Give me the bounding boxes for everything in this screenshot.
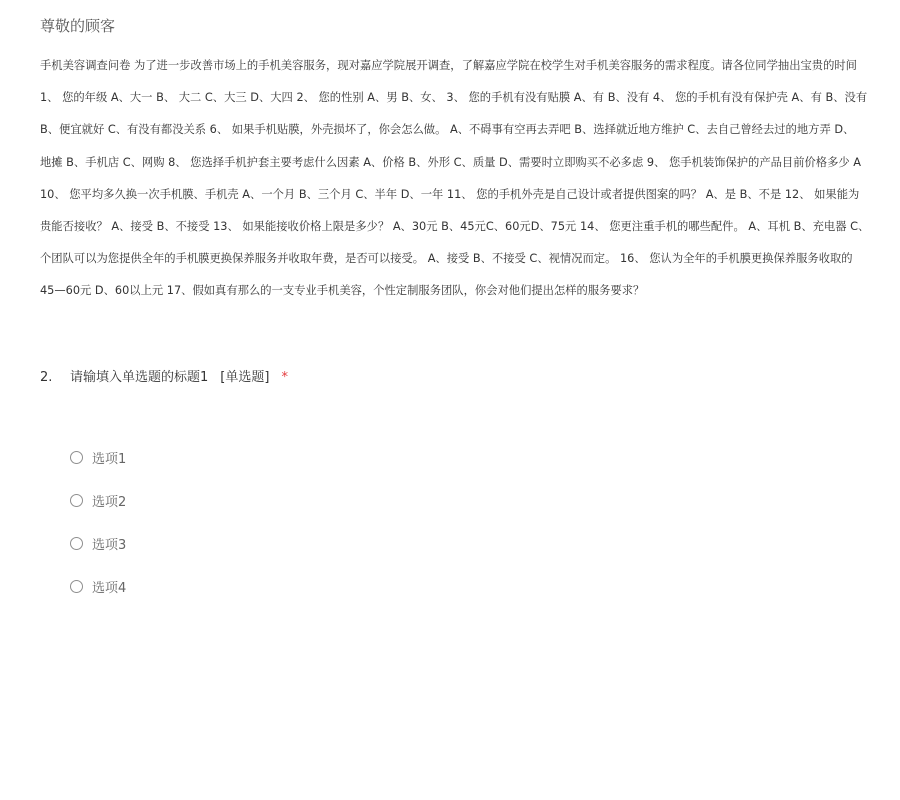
intro-line: 贵能否接收？ A、接受 B、不接受 13、 如果能接收价格上限是多少？ A、30元 B、45元C、60元D、75元 14、 您更注重手机的哪些配件。 A、耳机 B、充电器 C、 — [40, 219, 870, 233]
intro-line: 手机美容调查问卷 为了进一步改善市场上的手机美容服务，现对嘉应学院展开调查，了解嘉应学院在校学生对手机美容服务的需求程度。请各位同学抽出宝贵的时间 — [40, 59, 857, 72]
intro-line: 地摊 B、手机店 C、网购 8、 您选择手机护套主要考虑什么因素 A、价格 B、外形 C、质量 D、需要时立即购买不必多虑 9、 您手机装饰保护的产品目前价格多少 A — [40, 155, 862, 169]
intro-line: 10、 您平均多久换一次手机膜、手机壳 A、一个月 B、三个月 C、半年 D、一年 11、 您的手机外壳是自己设计或者提供图案的吗？ A、是 B、不是 12、 如果能为 — [40, 187, 860, 201]
survey-greeting: 尊敬的顾客 — [40, 17, 116, 35]
survey-intro — [40, 54, 900, 312]
radio-button[interactable] — [70, 494, 83, 507]
option-label: 选项1 — [92, 452, 127, 467]
option-label: 选项2 — [92, 495, 127, 510]
intro-line: 1、 您的年级 A、大一 B、 大二 C、大三 D、大四 2、 您的性别 A、男 B、女、 3、 您的手机有没有贴膜 A、有 B、没有 4、 您的手机有没有保护壳 A、有 B、没有 — [40, 91, 868, 105]
option-3[interactable] — [70, 522, 126, 565]
option-4[interactable] — [70, 565, 126, 608]
radio-button[interactable] — [70, 580, 83, 593]
question-header — [40, 366, 860, 385]
intro-line: 个团队可以为您提供全年的手机膜更换保养服务并收取年费，是否可以接受。 A、接受 B、不接受 C、视情况而定。 16、 您认为全年的手机膜更换保养服务收取的 — [40, 252, 853, 266]
option-label: 选项3 — [92, 538, 127, 553]
radio-button[interactable] — [70, 537, 83, 550]
question-title: 请输填入单选题的标题1 — [70, 370, 209, 385]
question-number: 2. — [40, 370, 53, 385]
question-type-label: [单选题] — [220, 370, 270, 385]
option-1[interactable] — [70, 436, 126, 479]
intro-line: B、便宜就好 C、有没有都没关系 6、 如果手机贴膜，外壳损坏了，你会怎么做。 A、不碍事有空再去弄吧 B、选择就近地方维护 C、去自己曾经去过的地方弄 D、 — [40, 123, 855, 137]
radio-button[interactable] — [70, 451, 83, 464]
required-mark: * — [281, 370, 288, 385]
option-list — [70, 436, 126, 608]
option-label: 选项4 — [92, 581, 127, 596]
option-2[interactable] — [70, 479, 126, 522]
intro-line: 45—60元 D、60以上元 17、假如真有那么的一支专业手机美容，个性定制服务团队，你会对他们提出怎样的服务要求？ — [40, 284, 645, 298]
